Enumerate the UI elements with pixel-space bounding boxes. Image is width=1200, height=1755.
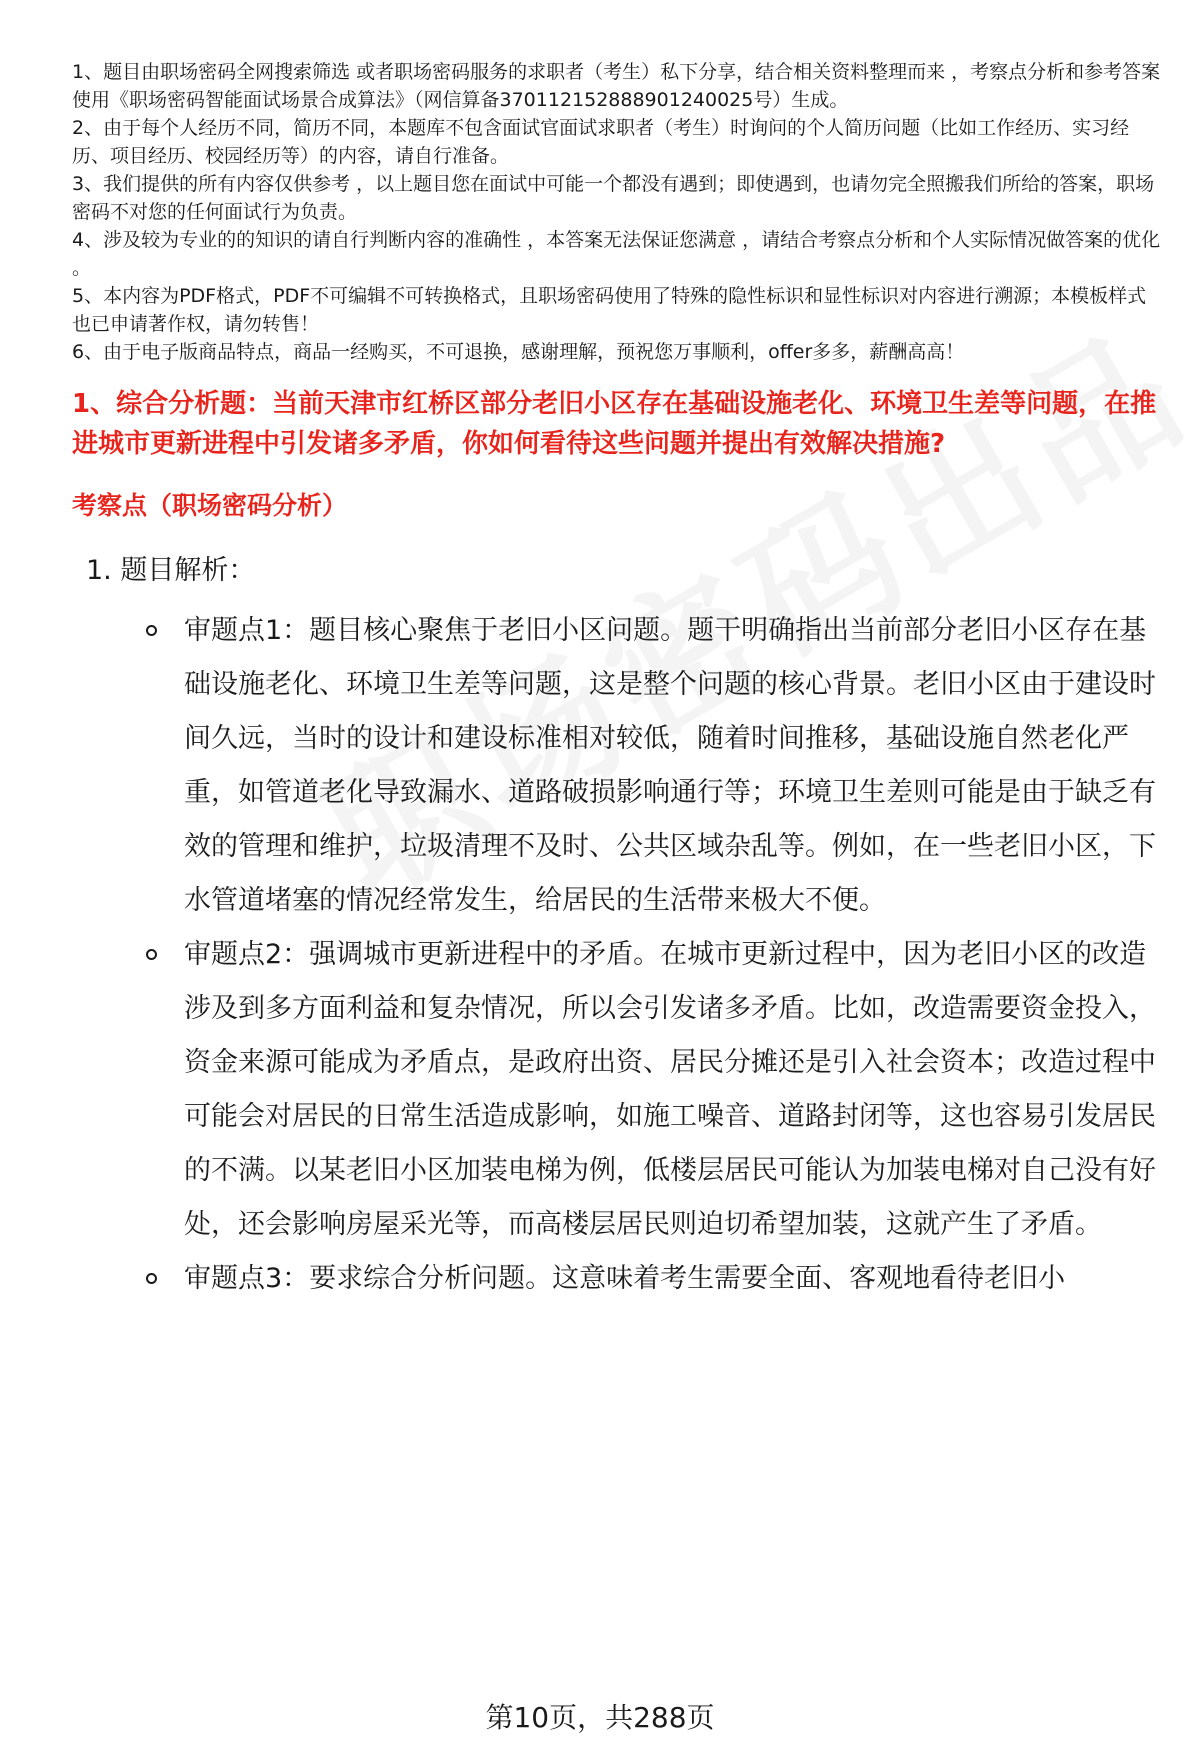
notice-item: 5、本内容为PDF格式，PDF不可编辑不可转换格式，且职场密码使用了特殊的隐性标识和显性标识对内容进行溯源；本模板样式也已申请著作权，请勿转售！ bbox=[72, 285, 1147, 335]
notice-item: 4、涉及较为专业的的知识的请自行判断内容的准确性 ，本答案无法保证您满意 ，请结合考察点分析和个人实际情况做答案的优化 。 bbox=[72, 229, 1161, 279]
question-heading: 1、综合分析题：当前天津市红桥区部分老旧小区存在基础设施老化、环境卫生差等问题，在推进城市更新进程中引发诸多矛盾，你如何看待这些问题并提出有效解决措施? bbox=[72, 389, 1157, 459]
list-item bbox=[72, 604, 1162, 928]
section-title: 考察点（职场密码分析） bbox=[72, 491, 348, 520]
notice-item: 3、我们提供的所有内容仅供参考 ，以上题目您在面试中可能一个都没有遇到；即使遇到，也请勿完全照搬我们所给的答案，职场密码不对您的任何面试行为负责。 bbox=[72, 173, 1155, 223]
notice-item: 6、由于电子版商品特点，商品一经购买，不可退换，感谢理解，预祝您万事顺利，offer多多，薪酬高高！ bbox=[72, 341, 965, 363]
list-item-text: 审题点2：强调城市更新进程中的矛盾。在城市更新过程中，因为老旧小区的改造涉及到多方面利益和复杂情况，所以会引发诸多矛盾。比如，改造需要资金投入，资金来源可能成为矛盾点，是政府出资、居民分摊还是引入社会资本；改造过程中可能会对居民的日常生活造成影响，如施工噪音、道路封闭等，这也容易引发居民的不满。以某老旧小区加装电梯为例，低楼层居民可能认为加装电梯对自己没有好处，还会影响房屋采光等，而高楼层居民则迫切希望加装，这就产生了矛盾。 bbox=[184, 939, 1156, 1240]
list-item bbox=[72, 928, 1162, 1252]
hollow-circle-bullet-icon bbox=[146, 949, 157, 960]
document-page bbox=[72, 58, 1162, 1306]
list-item-text: 审题点3：要求综合分析问题。这意味着考生需要全面、客观地看待老旧小 bbox=[184, 1263, 1066, 1294]
list-title: 1. 题目解析： bbox=[86, 555, 256, 586]
list-item bbox=[72, 1252, 1162, 1306]
analysis-list bbox=[72, 604, 1162, 1306]
hollow-circle-bullet-icon bbox=[146, 1273, 157, 1284]
notice-block bbox=[72, 58, 1162, 366]
notice-item: 2、由于每个人经历不同，简历不同，本题库不包含面试官面试求职者（考生）时询问的个人简历问题（比如工作经历、实习经历、项目经历、校园经历等）的内容，请自行准备。 bbox=[72, 117, 1130, 167]
page-number-footer: 第10页，共288页 bbox=[485, 1701, 715, 1734]
list-item-text: 审题点1：题目核心聚焦于老旧小区问题。题干明确指出当前部分老旧小区存在基础设施老化、环境卫生差等问题，这是整个问题的核心背景。老旧小区由于建设时间久远，当时的设计和建设标准相对较低，随着时间推移，基础设施自然老化严重，如管道老化导致漏水、道路破损影响通行等；环境卫生差则可能是由于缺乏有效的管理和维护，垃圾清理不及时、公共区域杂乱等。例如，在一些老旧小区，下水管道堵塞的情况经常发生，给居民的生活带来极大不便。 bbox=[184, 615, 1156, 916]
notice-item: 1、题目由职场密码全网搜索筛选 或者职场密码服务的求职者（考生）私下分享，结合相关资料整理而来 ，考察点分析和参考答案使用《职场密码智能面试场景合成算法》（网信算备370112152888901240025号）生成。 bbox=[72, 61, 1161, 111]
hollow-circle-bullet-icon bbox=[146, 625, 157, 636]
